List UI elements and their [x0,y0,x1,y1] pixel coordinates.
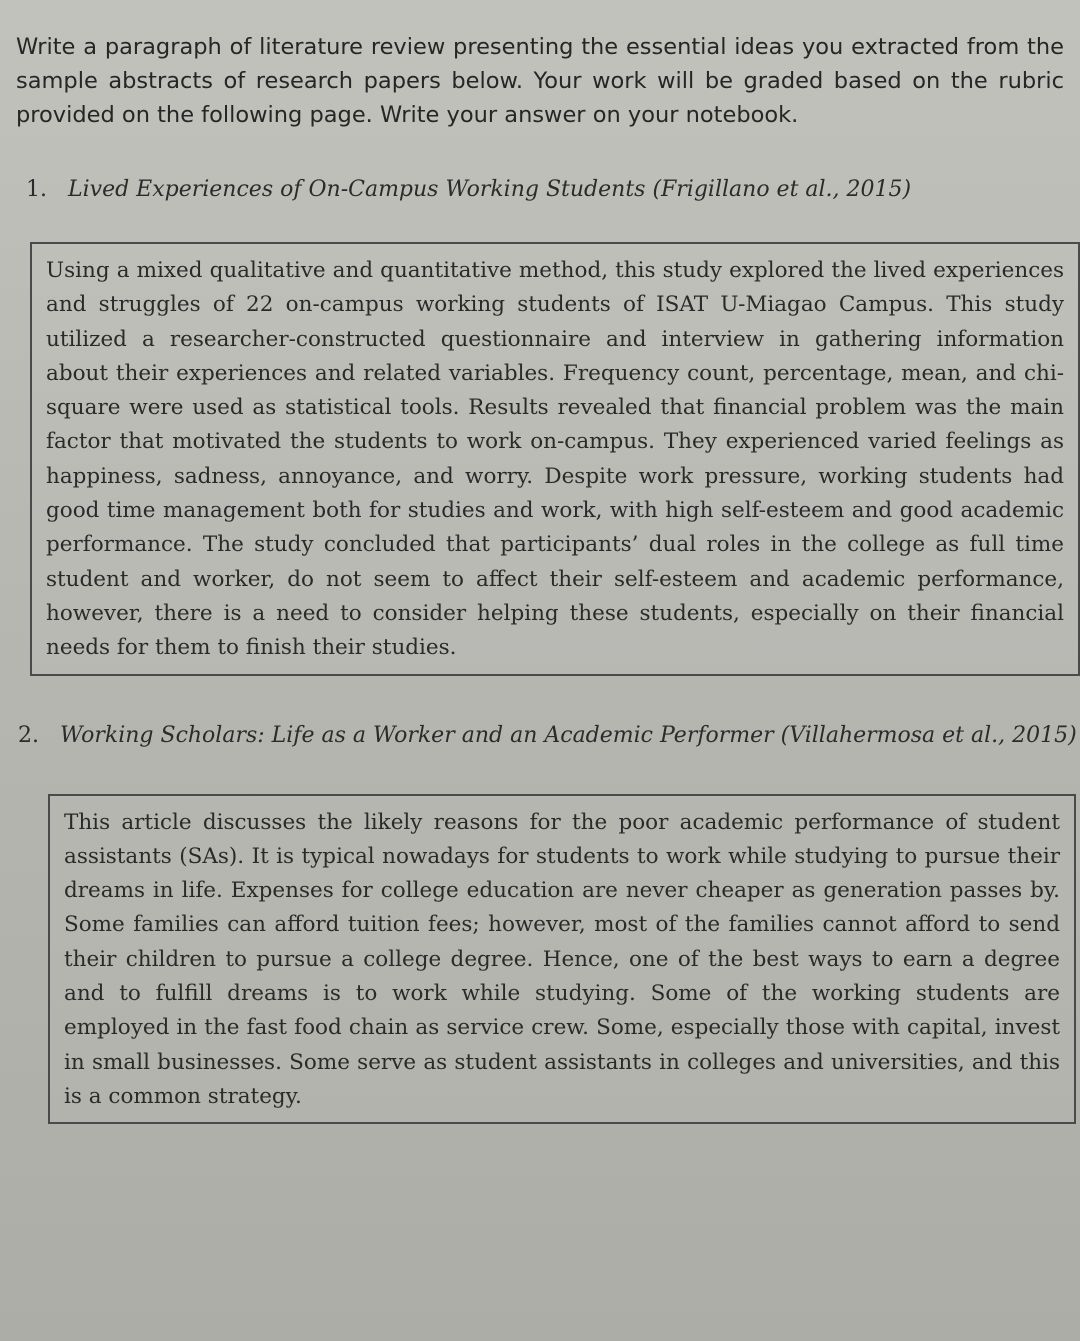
item-1-title [26,172,1064,208]
item-1-abstract-box [30,242,1080,676]
item-2-title-text: Working Scholars: Life as a Worker and an Academic Performer (Villahermosa et al., 2015) [60,722,1077,748]
item-2-abstract-box [48,794,1076,1125]
item-1-title-text: Lived Experiences of On-Campus Working Students (Frigillano et al., 2015) [68,177,912,202]
item-2-title [18,718,1078,754]
item-2-abstract: This article discusses the likely reasons for the poor academic performance of student assistants (SAs). It is typical nowadays for students to work while studying to pursue their dreams in life. Expenses for college education are never cheaper as generation passes by. Some families can afford tuition fees; however, most of the families cannot afford to send their children to pursue a college degree. Hence, one of the best ways to earn a degree and to fulfill dreams is to work while studying. Some of the working students are employed in the fast food chain as service crew. Some, especially those with capital, invest in small businesses. Some serve as student assistants in colleges and universities, and this is a common strategy. [64,809,1060,1109]
instructions-paragraph: Write a paragraph of literature review presenting the essential ideas you extracted from the sample abstracts of research papers below. Your work will be graded based on the rubric provided on the following page. Write your answer on your notebook. [16,34,1064,128]
item-2-number: 2. [18,722,39,748]
item-1-abstract: Using a mixed qualitative and quantitative method, this study explored the lived experiences and struggles of 22 on-campus working students of ISAT U-Miagao Campus. This study utilized a researcher-constructed questionnaire and interview in gathering information about their experiences and related variables. Frequency count, percentage, mean, and chi-square were used as statistical tools. Results revealed that financial problem was the main factor that motivated the students to work on-campus. They experienced varied feelings as happiness, sadness, annoyance, and worry. Despite work pressure, working students had good time management both for studies and work, with high self-esteem and good academic performance. The study concluded that participants’ dual roles in the college as full time student and worker, do not seem to affect their self-esteem and academic performance, however, there is a need to consider helping these students, especially on their financial needs for them to finish their studies. [46,258,1064,661]
item-1-number: 1. [26,177,47,202]
